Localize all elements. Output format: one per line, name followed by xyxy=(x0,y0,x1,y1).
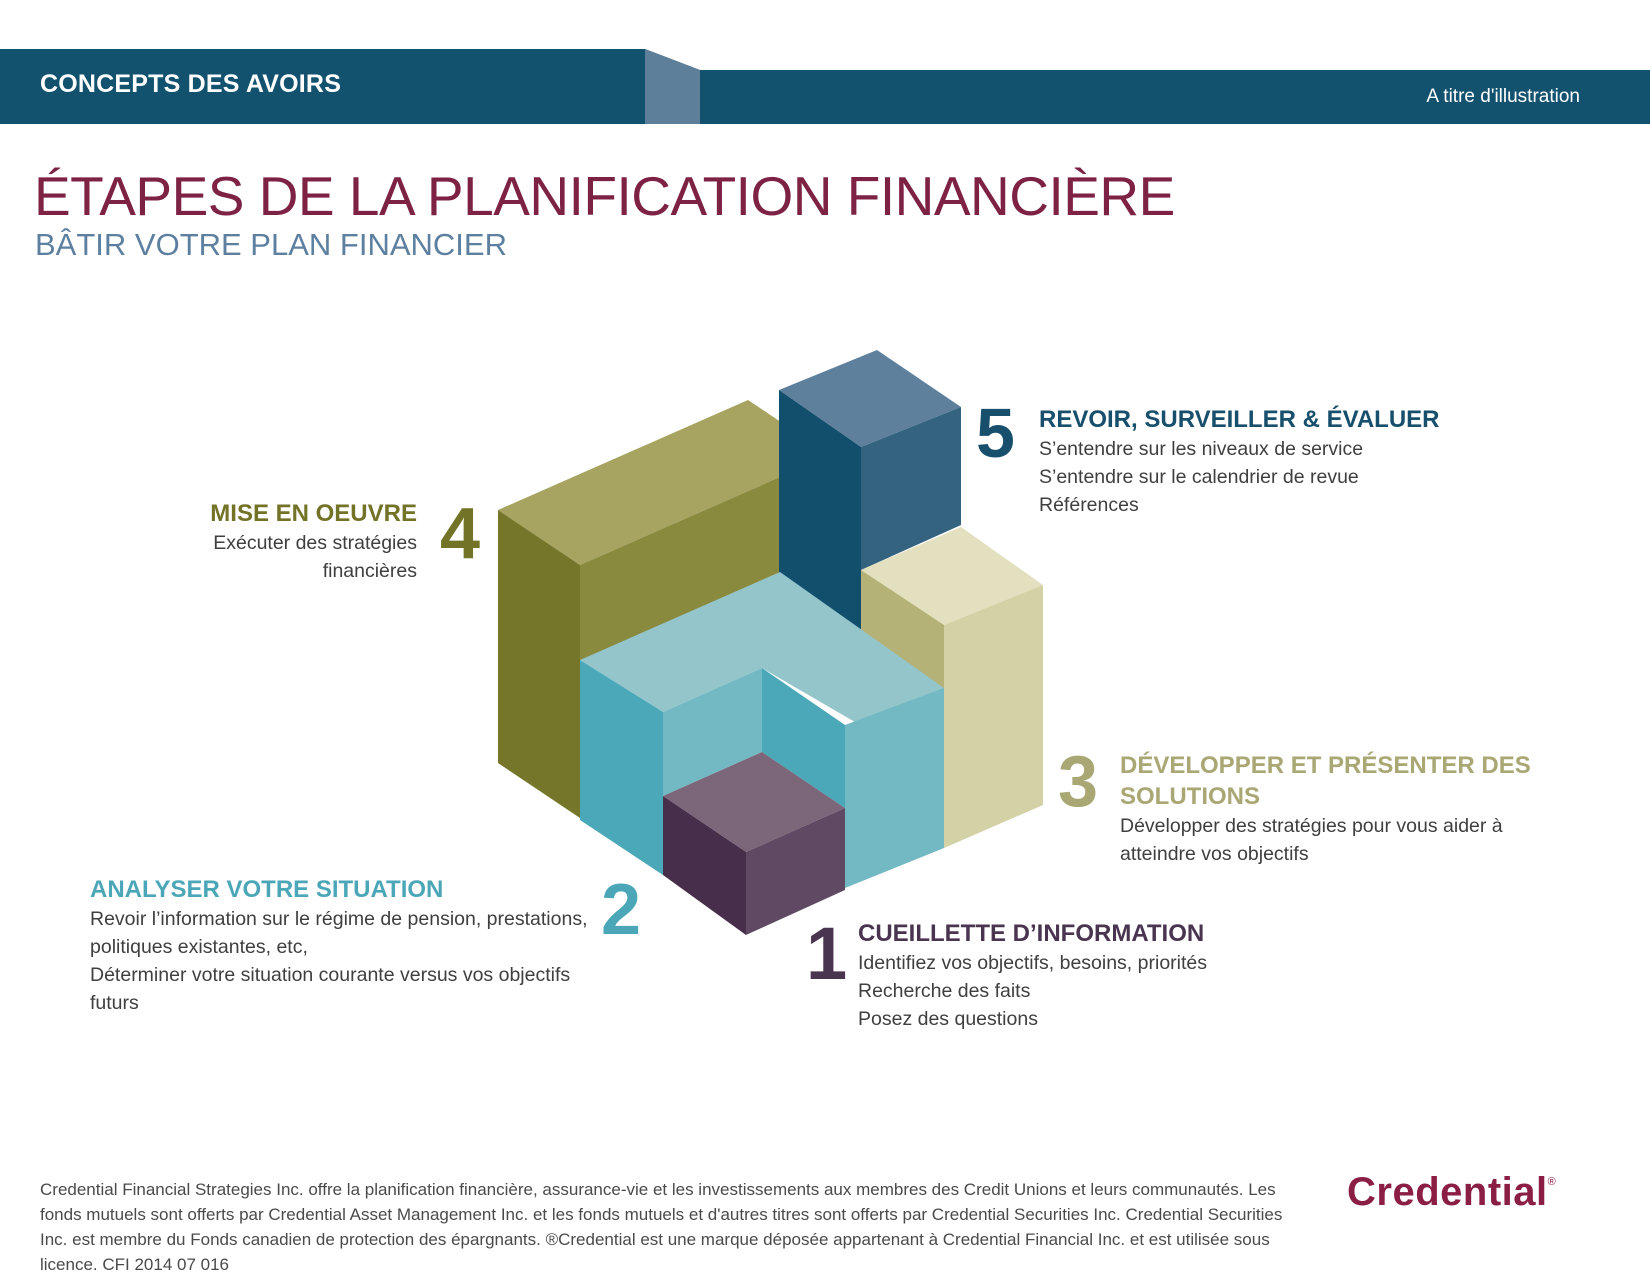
step-4-title: MISE EN OEUVRE xyxy=(210,500,417,527)
step-5-line: Références xyxy=(1039,494,1139,516)
step-1-line: Posez des questions xyxy=(858,1008,1038,1030)
step-1-line: Recherche des faits xyxy=(858,980,1031,1002)
step-4-line: financières xyxy=(322,560,417,582)
step-4-number: 4 xyxy=(439,494,480,574)
step-2-title: ANALYSER VOTRE SITUATION xyxy=(90,876,444,903)
illustration-note: A titre d'illustration xyxy=(1426,86,1580,107)
step-3-line: atteindre vos objectifs xyxy=(1120,843,1309,865)
step-2-number: 2 xyxy=(601,870,642,950)
step-3-number: 3 xyxy=(1058,742,1099,822)
step-2-line: Déterminer votre situation courante versus vos objectifs xyxy=(90,964,571,986)
step-2-line: politiques existantes, etc, xyxy=(90,936,308,958)
step-3-title: SOLUTIONS xyxy=(1120,783,1261,810)
credential-logo xyxy=(1347,1170,1556,1215)
step-4-line: Exécuter des stratégies xyxy=(213,532,417,554)
page-subtitle: BÂTIR VOTRE PLAN FINANCIER xyxy=(35,227,507,262)
step-5-number: 5 xyxy=(976,394,1015,472)
step-5-line: S’entendre sur le calendrier de revue xyxy=(1039,466,1359,488)
page-title: ÉTAPES DE LA PLANIFICATION FINANCIÈRE xyxy=(34,165,1175,227)
step-5-title: REVOIR, SURVEILLER & ÉVALUER xyxy=(1039,406,1440,433)
footer-disclaimer: Credential Financial Strategies Inc. offre la planification financière, assurance-vie et les investissements aux membres des Credit Unions et leurs communautés. Les fonds mutuels sont offerts par Credential Asset Management Inc. et les fonds mutuels et d'autres titres sont offerts par Credential Securities Inc. Credential Securities Inc. est membre du Fonds canadien de protection des épargnants. ®Credential est une marque déposée appartenant à Credential Financial Inc. et est utilisée sous licence. CFI 2014 07 016 xyxy=(40,1180,1283,1274)
logo-text: Credential xyxy=(1347,1170,1548,1214)
step-1-number: 1 xyxy=(806,912,848,995)
section-title: CONCEPTS DES AVOIRS xyxy=(40,70,342,98)
step-2-line: futurs xyxy=(90,992,139,1014)
logo-registered-mark: ® xyxy=(1547,1176,1557,1188)
step-3-line: Développer des stratégies pour vous aider à xyxy=(1120,815,1503,837)
step-1-title: CUEILLETTE D’INFORMATION xyxy=(858,920,1205,947)
step-3-title: DÉVELOPPER ET PRÉSENTER DES xyxy=(1120,752,1531,779)
step-1-line: Identifiez vos objectifs, besoins, priorités xyxy=(858,952,1208,974)
step-5-line: S’entendre sur les niveaux de service xyxy=(1039,438,1364,460)
block-3-right-face xyxy=(944,585,1043,848)
step-2-line: Revoir l’information sur le régime de pension, prestations, xyxy=(90,908,588,930)
